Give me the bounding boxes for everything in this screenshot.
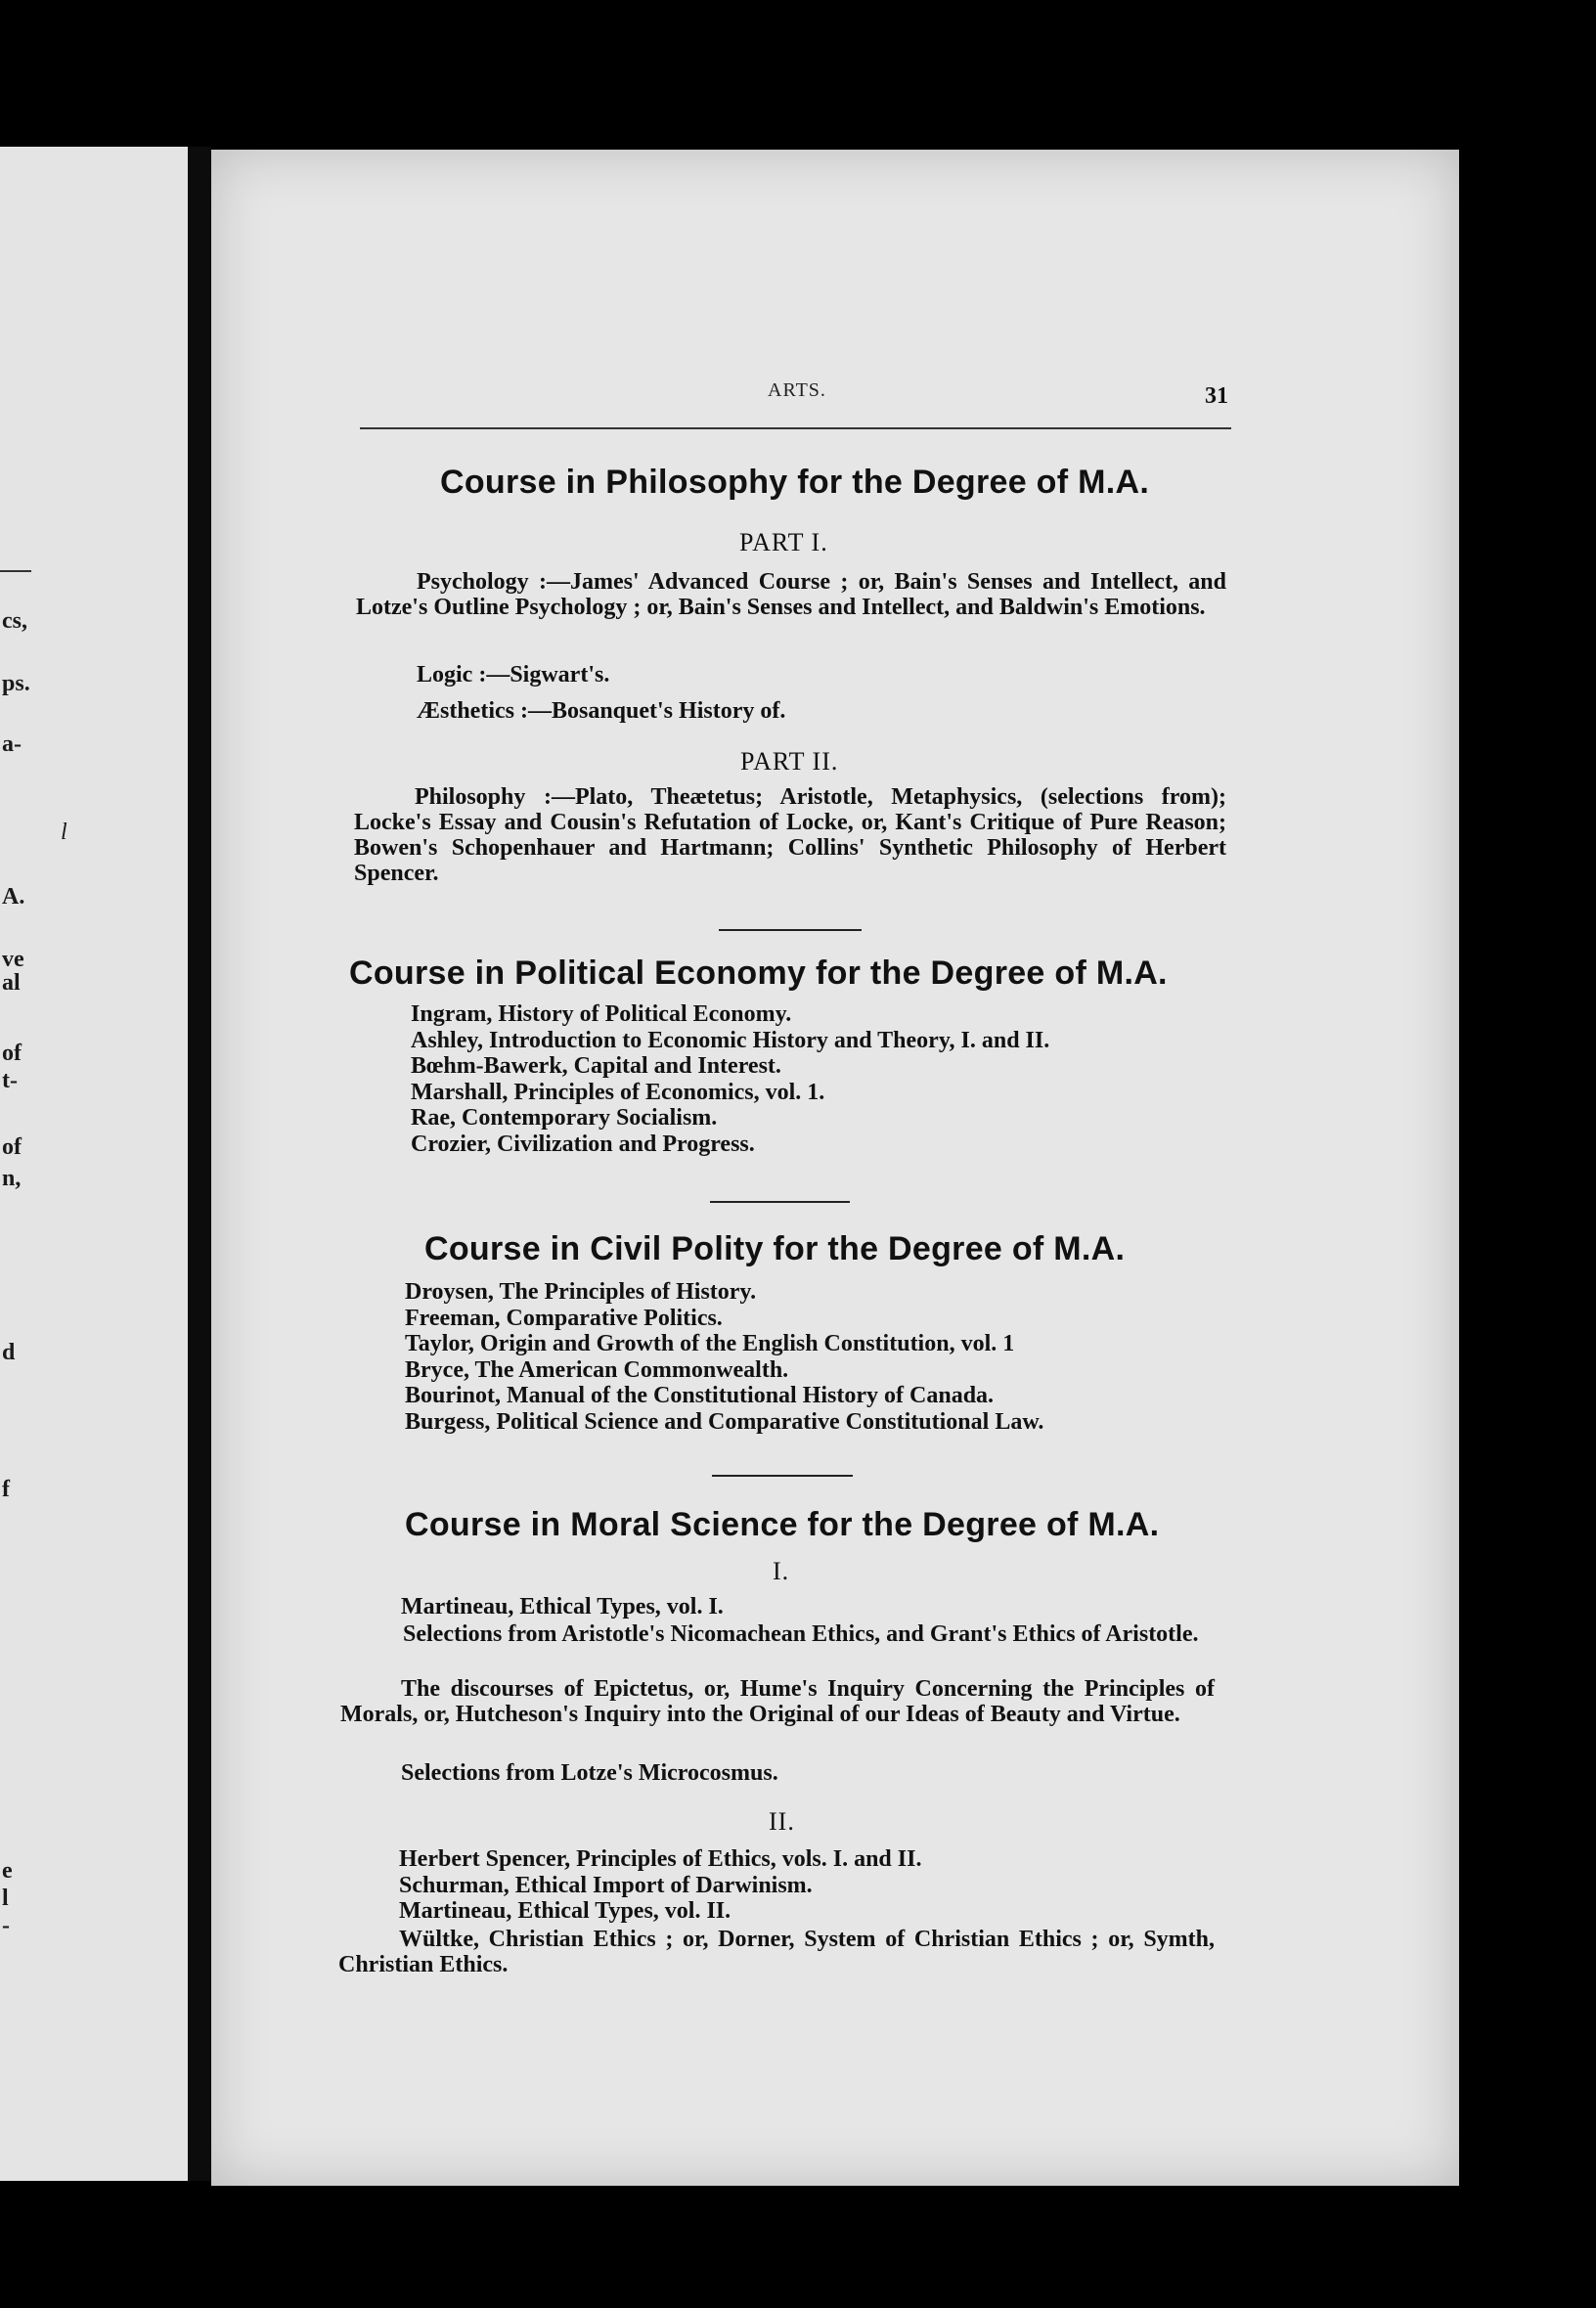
section-divider	[719, 929, 862, 931]
civil-polity-course-title: Course in Civil Polity for the Degree of M.A.	[424, 1230, 1126, 1267]
civil-polity-list	[405, 1279, 1043, 1435]
list-item: Martineau, Ethical Types, vol. II.	[399, 1898, 732, 1924]
list-item: Rae, Contemporary Socialism.	[411, 1105, 718, 1131]
philosophy-paragraph: Philosophy :—Plato, Theætetus; Aristotle, Metaphysics, (selections from); Locke's Essay and Cousin's Refutation of Locke, or, Kant's Critique of Pure Reason; Bowen's Schopenhauer and Hartmann; Collins' Synthetic Philosophy of Herbert Spencer.	[354, 784, 1226, 886]
moral-item: The discourses of Epictetus, or, Hume's Inquiry Concerning the Principles of Morals, or, Hutcheson's Inquiry into the Original of our Ideas of Beauty and Virtue.	[340, 1676, 1215, 1727]
page-number: 31	[1205, 383, 1228, 409]
logic-line: Logic :—Sigwart's.	[417, 662, 610, 688]
list-item: Ashley, Introduction to Economic History and Theory, I. and II.	[411, 1027, 1050, 1053]
philosophy-course-title: Course in Philosophy for the Degree of M.A.	[440, 464, 1150, 501]
fragment: ve	[2, 947, 24, 972]
moral-item: Wültke, Christian Ethics ; or, Dorner, System of Christian Ethics ; or, Symth, Christian Ethics.	[338, 1927, 1215, 1977]
list-item: Ingram, History of Political Economy.	[411, 1001, 792, 1027]
running-head: ARTS.	[768, 379, 826, 401]
fragment: t-	[2, 1068, 18, 1093]
moral-item: Martineau, Ethical Types, vol. I.	[401, 1594, 724, 1620]
fragment: l	[61, 820, 67, 845]
section-two-heading: II.	[769, 1807, 795, 1836]
header-rule	[360, 427, 1231, 429]
section-divider	[710, 1201, 850, 1203]
list-item: Droysen, The Principles of History.	[405, 1279, 757, 1305]
fragment: A.	[2, 884, 25, 910]
fragment: n,	[2, 1166, 22, 1191]
political-economy-course-title: Course in Political Economy for the Degree of M.A.	[349, 954, 1168, 992]
list-item: Burgess, Political Science and Comparative Constitutional Law.	[405, 1408, 1044, 1435]
list-item: Crozier, Civilization and Progress.	[411, 1131, 755, 1157]
list-item: Freeman, Comparative Politics.	[405, 1305, 723, 1331]
book-gutter	[188, 147, 211, 2181]
aesthetics-line: Æsthetics :—Bosanquet's History of.	[417, 698, 786, 724]
list-item: Bourinot, Manual of the Constitutional History of Canada.	[405, 1383, 995, 1408]
psychology-paragraph: Psychology :—James' Advanced Course ; or, Bain's Senses and Intellect, and Lotze's Outline Psychology ; or, Bain's Senses and Intellect, and Baldwin's Emotions.	[356, 569, 1226, 620]
moral-science-list-two	[399, 1846, 921, 1925]
fragment: e	[2, 1858, 13, 1884]
section-divider	[712, 1475, 853, 1477]
fragment: cs,	[2, 608, 27, 634]
fragment: al	[2, 970, 21, 996]
previous-page-rule	[0, 570, 31, 572]
part-two-heading: PART II.	[740, 747, 839, 776]
part-one-heading: PART I.	[739, 528, 828, 556]
political-economy-list	[411, 1001, 1049, 1157]
fragment: f	[2, 1477, 10, 1502]
list-item: Bœhm-Bawerk, Capital and Interest.	[411, 1053, 781, 1079]
fragment: of	[2, 1041, 22, 1066]
fragment: ps.	[2, 671, 30, 696]
previous-page-edge	[0, 147, 188, 2181]
list-item: Taylor, Origin and Growth of the English Constitution, vol. 1	[405, 1331, 1015, 1356]
list-item: Herbert Spencer, Principles of Ethics, vols. I. and II.	[399, 1846, 922, 1872]
fragment: -	[2, 1913, 10, 1938]
moral-science-course-title: Course in Moral Science for the Degree of M.A.	[405, 1506, 1160, 1543]
fragment: a-	[2, 732, 22, 757]
list-item: Marshall, Principles of Economics, vol. 1.	[411, 1079, 825, 1105]
list-item: Schurman, Ethical Import of Darwinism.	[399, 1872, 813, 1898]
list-item: Bryce, The American Commonwealth.	[405, 1356, 789, 1383]
fragment: d	[2, 1340, 16, 1365]
fragment: l	[2, 1886, 9, 1911]
moral-item: Selections from Aristotle's Nicomachean Ethics, and Grant's Ethics of Aristotle.	[403, 1621, 1199, 1647]
fragment: of	[2, 1134, 22, 1160]
section-one-heading: I.	[773, 1557, 790, 1585]
moral-item: Selections from Lotze's Microcosmus.	[401, 1760, 778, 1786]
